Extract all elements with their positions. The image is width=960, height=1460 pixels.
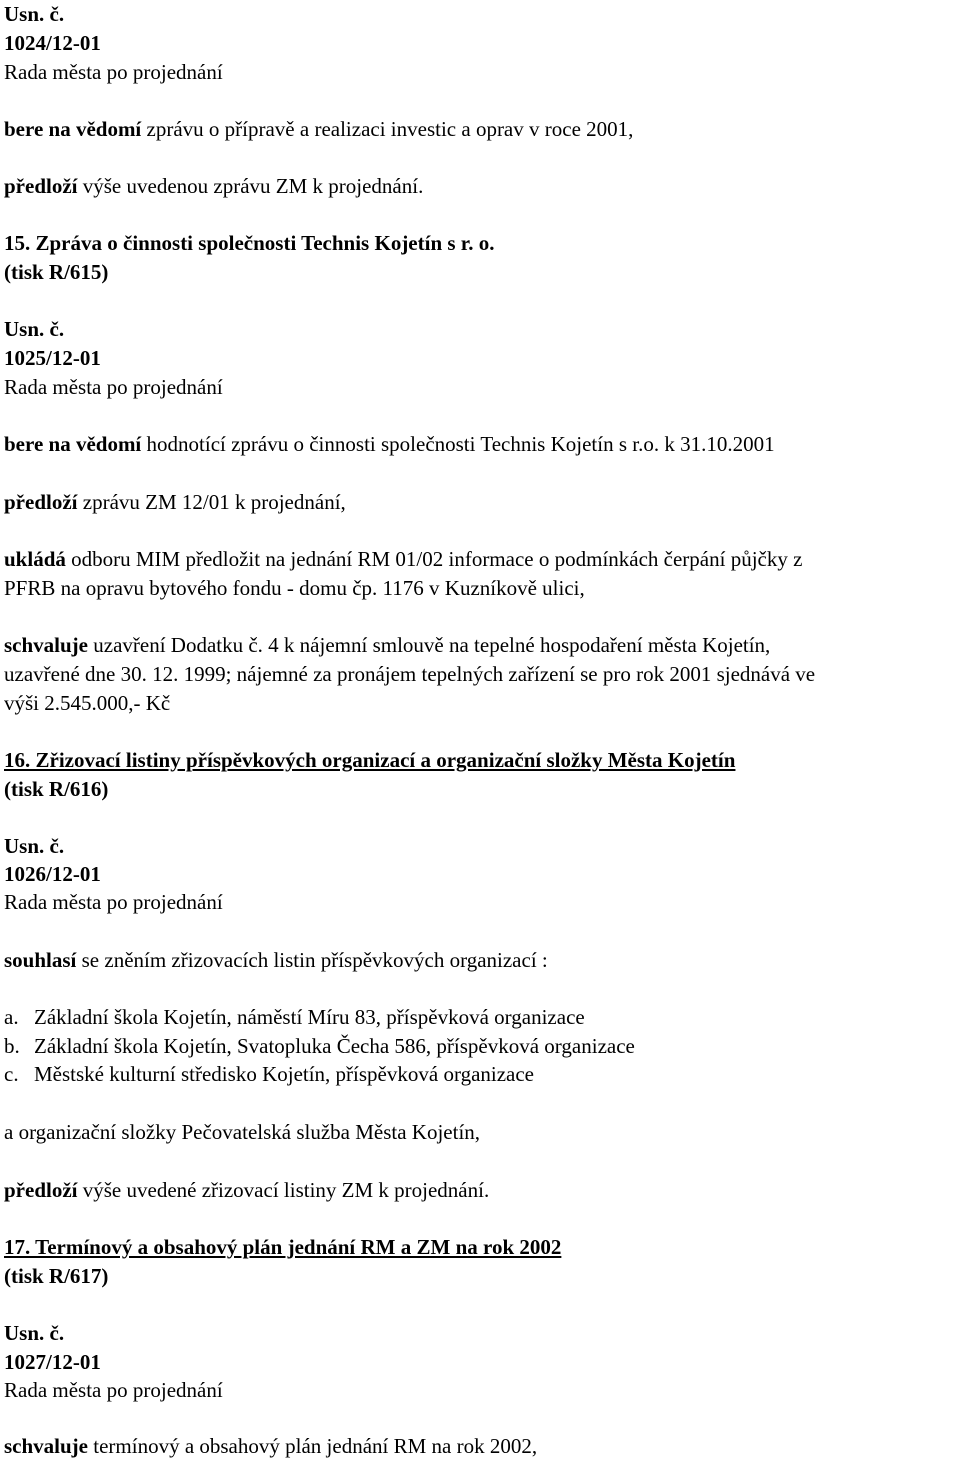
usn-label-1: Usn. č. xyxy=(4,2,65,26)
resolution-paragraph xyxy=(4,1178,489,1202)
council-line-4: Rada města po projednání xyxy=(4,1378,223,1402)
list-item xyxy=(4,1062,534,1086)
council-line-3: Rada města po projednání xyxy=(4,890,223,914)
paragraph-continuation: výši 2.545.000,- Kč xyxy=(4,691,171,715)
verb: schvaluje xyxy=(4,1434,88,1458)
list-marker: b. xyxy=(4,1034,20,1058)
resolution-number-1: 1024/12-01 xyxy=(4,31,101,55)
paragraph-text: zprávu o přípravě a realizaci investic a oprav v roce 2001, xyxy=(141,117,634,141)
verb: souhlasí xyxy=(4,948,77,972)
section-tisk-17: (tisk R/617) xyxy=(4,1264,109,1288)
list-marker: c. xyxy=(4,1062,19,1086)
verb: ukládá xyxy=(4,547,66,571)
paragraph-text: a organizační složky Pečovatelská služba Města Kojetín, xyxy=(4,1120,481,1144)
resolution-paragraph xyxy=(4,174,423,198)
resolution-paragraph xyxy=(4,948,548,972)
verb: bere na vědomí xyxy=(4,432,142,456)
paragraph-continuation: uzavřené dne 30. 12. 1999; nájemné za pronájem tepelných zařízení se pro rok 2001 sjednává ve xyxy=(4,662,816,686)
resolution-number-2: 1025/12-01 xyxy=(4,346,101,370)
list-item-text: Základní škola Kojetín, náměstí Míru 83, příspěvková organizace xyxy=(34,1005,585,1029)
section-tisk-16: (tisk R/616) xyxy=(4,777,109,801)
section-title-15: 15. Zpráva o činnosti společnosti Technis Kojetín s r. o. xyxy=(4,231,495,255)
verb: předloží xyxy=(4,490,78,514)
resolution-paragraph xyxy=(4,633,770,657)
paragraph-text: výše uvedené zřizovací listiny ZM k projednání. xyxy=(77,1178,490,1202)
resolution-number-3: 1026/12-01 xyxy=(4,862,101,886)
verb: předloží xyxy=(4,174,78,198)
council-line-2: Rada města po projednání xyxy=(4,375,223,399)
paragraph-text: hodnotící zprávu o činnosti společnosti Technis Kojetín s r.o. k 31.10.2001 xyxy=(141,432,775,456)
resolution-paragraph xyxy=(4,117,633,141)
usn-label-3: Usn. č. xyxy=(4,834,65,858)
resolution-paragraph xyxy=(4,490,346,514)
verb: předloží xyxy=(4,1178,78,1202)
paragraph-text: odboru MIM předložit na jednání RM 01/02 informace o podmínkách čerpání půjčky z xyxy=(65,547,803,571)
section-tisk-15: (tisk R/615) xyxy=(4,260,109,284)
resolution-paragraph xyxy=(4,432,775,456)
section-title-16: 16. Zřizovací listiny příspěvkových organizací a organizační složky Města Kojetín xyxy=(4,748,736,772)
verb: schvaluje xyxy=(4,633,88,657)
list-marker: a. xyxy=(4,1005,19,1029)
resolution-number-4: 1027/12-01 xyxy=(4,1350,101,1374)
paragraph-text: uzavření Dodatku č. 4 k nájemní smlouvě na tepelné hospodaření města Kojetín, xyxy=(88,633,771,657)
paragraph-text: se zněním zřizovacích listin příspěvkových organizací : xyxy=(76,948,548,972)
paragraph-text: termínový a obsahový plán jednání RM na rok 2002, xyxy=(88,1434,538,1458)
council-line-1: Rada města po projednání xyxy=(4,60,223,84)
list-item-text: Městské kulturní středisko Kojetín, příspěvková organizace xyxy=(34,1062,535,1086)
list-item xyxy=(4,1034,635,1058)
usn-label-4: Usn. č. xyxy=(4,1321,65,1345)
paragraph-continuation: PFRB na opravu bytového fondu - domu čp. 1176 v Kuzníkově ulici, xyxy=(4,576,585,600)
resolution-paragraph xyxy=(4,547,802,571)
list-item xyxy=(4,1005,585,1029)
section-title-17: 17. Termínový a obsahový plán jednání RM a ZM na rok 2002 xyxy=(4,1235,562,1259)
resolution-paragraph xyxy=(4,1434,537,1458)
paragraph-text: zprávu ZM 12/01 k projednání, xyxy=(77,490,346,514)
list-item-text: Základní škola Kojetín, Svatopluka Čecha 586, příspěvková organizace xyxy=(34,1034,635,1058)
paragraph-text: výše uvedenou zprávu ZM k projednání. xyxy=(77,174,424,198)
verb: bere na vědomí xyxy=(4,117,142,141)
usn-label-2: Usn. č. xyxy=(4,317,65,341)
